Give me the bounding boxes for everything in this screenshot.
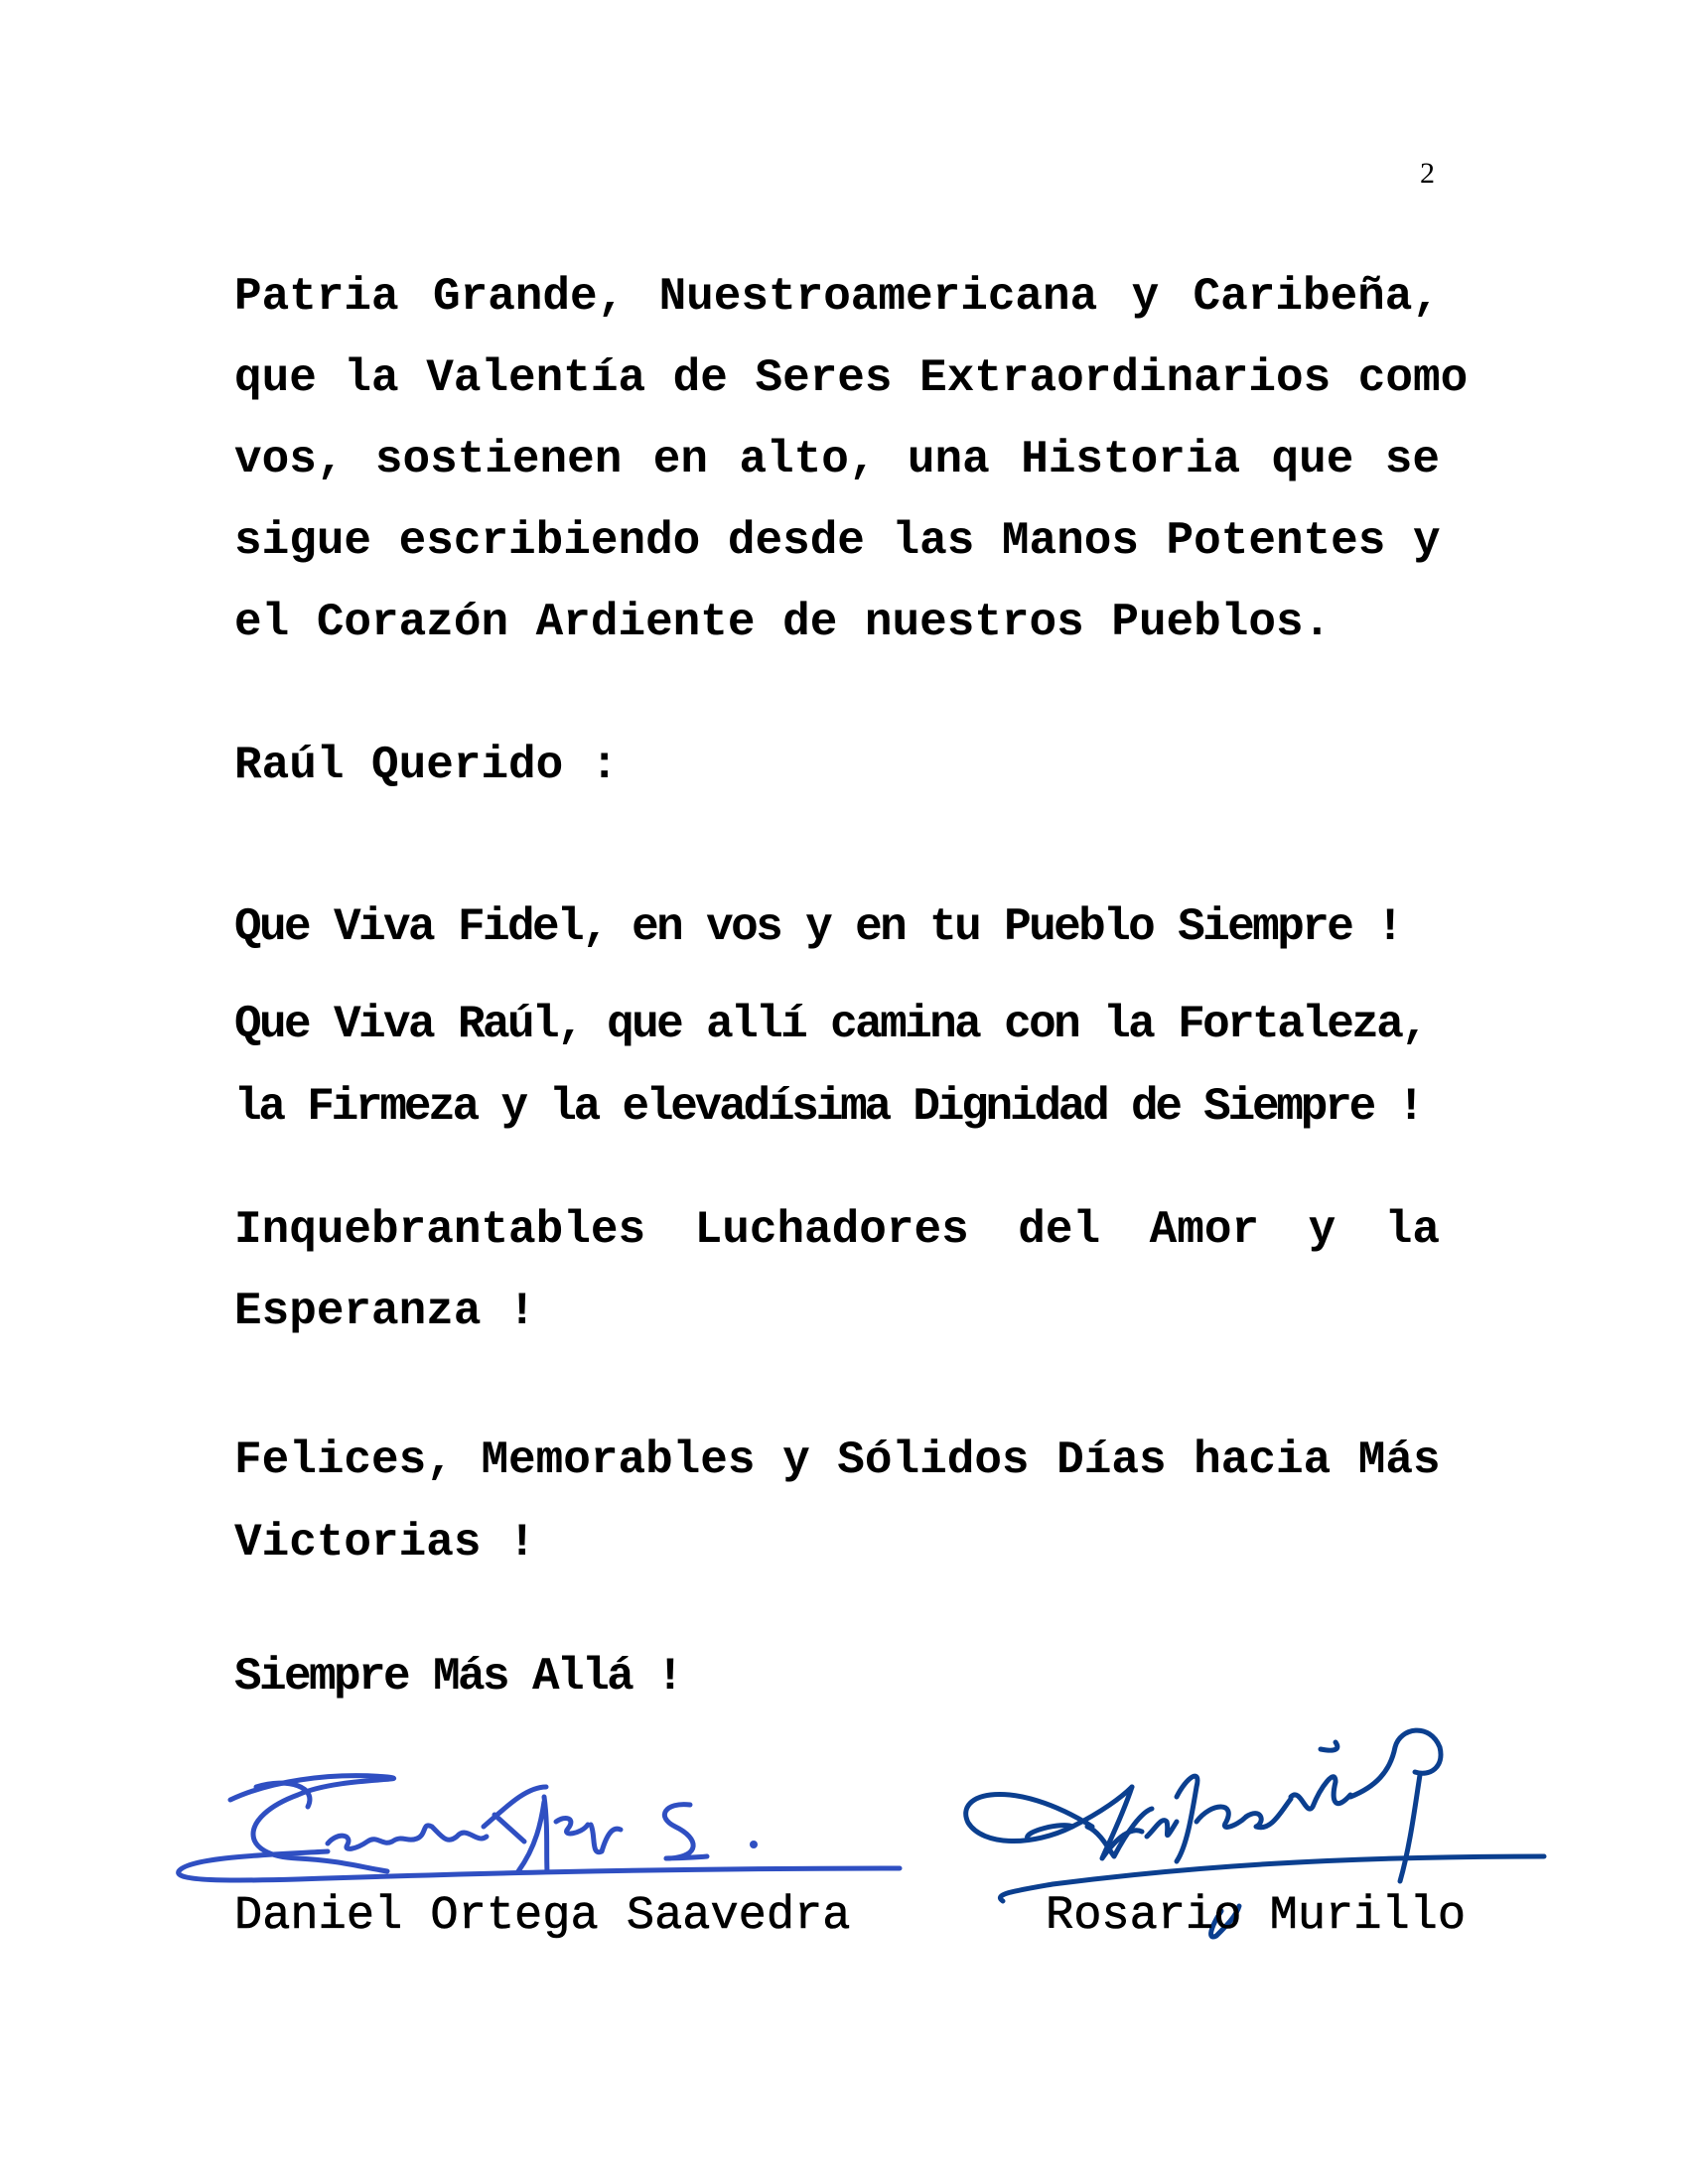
page-number: 2	[1420, 157, 1435, 190]
signatory-name-daniel: Daniel Ortega Saavedra	[234, 1890, 851, 1943]
text-line: Inquebrantables Luchadores del Amor y la	[234, 1204, 1440, 1256]
text-line: Que Viva Raúl, que allí camina con la Fortaleza,	[234, 999, 1427, 1050]
text-line: el Corazón Ardiente de nuestros Pueblos.	[234, 597, 1332, 648]
closing-line: Siempre Más Allá !	[234, 1651, 682, 1703]
text-line: la Firmeza y la elevadísima Dignidad de Siempre !	[234, 1081, 1422, 1133]
text-line: Esperanza !	[234, 1286, 536, 1337]
text-line: vos, sostienen en alto, una Historia que se	[234, 434, 1440, 485]
text-line: Patria Grande, Nuestroamericana y Caribeña,	[234, 271, 1440, 323]
text-line: Que Viva Fidel, en vos y en tu Pueblo Siempre !	[234, 901, 1402, 953]
text-line: Felices, Memorables y Sólidos Días hacia Más	[234, 1434, 1441, 1486]
signatory-name-rosario: Rosario Murillo	[1046, 1890, 1467, 1943]
text-line: que la Valentía de Seres Extraordinarios como	[234, 352, 1469, 404]
text-line: Victorias !	[234, 1517, 536, 1569]
text-line: sigue escribiendo desde las Manos Potentes y	[234, 515, 1441, 567]
salutation: Raúl Querido :	[234, 740, 619, 791]
